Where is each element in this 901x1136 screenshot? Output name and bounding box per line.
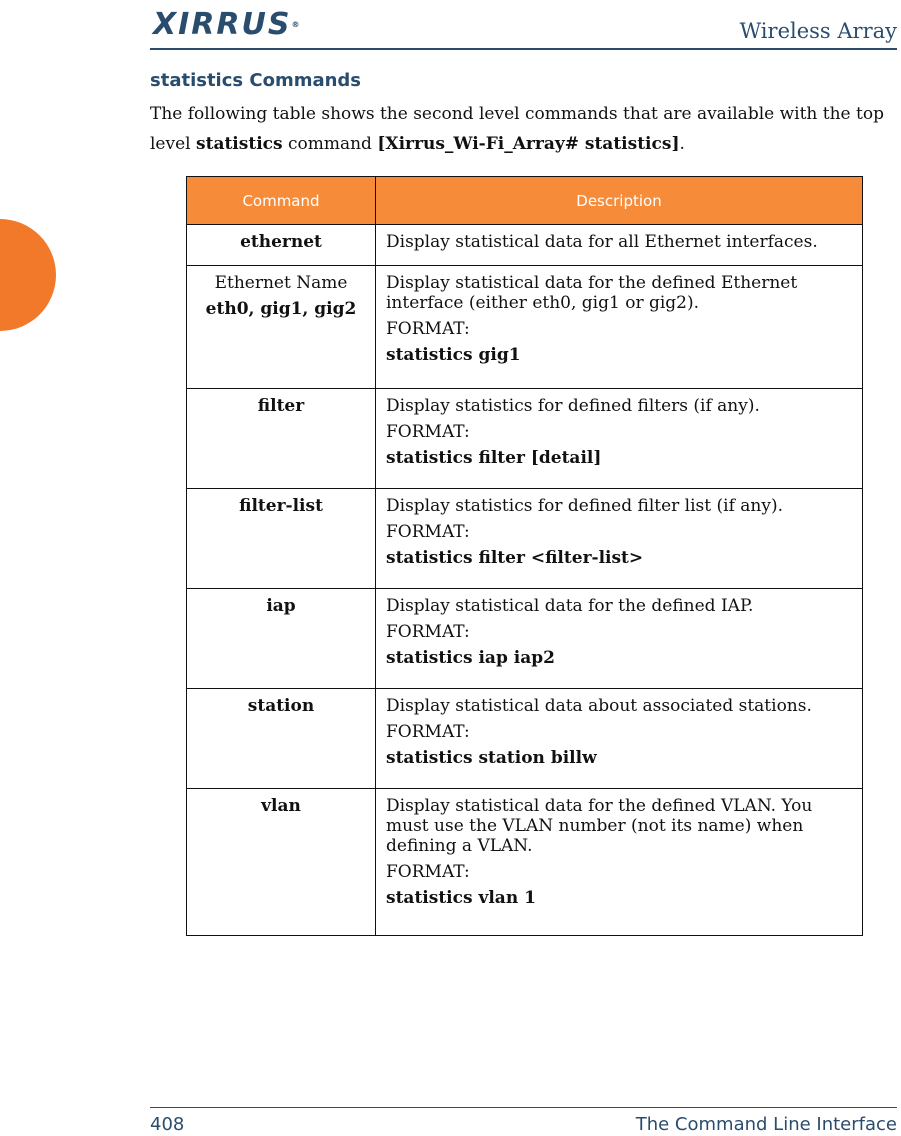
table-header-row: [187, 177, 863, 225]
table-row: [187, 589, 863, 689]
table-row: [187, 225, 863, 266]
page-header-title: Wireless Array: [739, 19, 897, 43]
description-text: Display statistical data for the defined VLAN. You must use the VLAN number (not its name) when defining a VLAN.: [386, 796, 813, 856]
description-cell: [376, 489, 863, 589]
format-value: statistics station billw: [386, 748, 597, 768]
table-row: [187, 489, 863, 589]
format-label: FORMAT:: [386, 622, 470, 642]
command-table: [186, 176, 863, 936]
description-cell: [376, 689, 863, 789]
chapter-title: The Command Line Interface: [635, 1114, 897, 1135]
command-cell: filter: [187, 389, 376, 489]
format-label: FORMAT:: [386, 522, 470, 542]
command-cell: [187, 266, 376, 389]
section-heading: statistics Commands: [150, 70, 362, 91]
table-row: [187, 789, 863, 936]
format-label: FORMAT:: [386, 319, 470, 339]
description-cell: [376, 266, 863, 389]
description-text: Display statistics for defined filters (if any).: [386, 396, 760, 416]
command-cell: vlan: [187, 789, 376, 936]
description-cell: [376, 589, 863, 689]
column-header-command: Command: [187, 177, 376, 225]
format-value: statistics iap iap2: [386, 648, 555, 668]
description-text: Display statistical data for all Ethernet interfaces.: [386, 232, 818, 252]
format-label: FORMAT:: [386, 862, 470, 882]
page-number: 408: [150, 1114, 185, 1135]
table-row: [187, 266, 863, 389]
command-interfaces: eth0, gig1, gig2: [205, 299, 357, 319]
command-name: Ethernet Name: [214, 273, 348, 293]
description-cell: [376, 389, 863, 489]
format-value: statistics filter [detail]: [386, 448, 602, 468]
description-text: Display statistics for defined filter list (if any).: [386, 496, 784, 516]
format-value: statistics gig1: [386, 345, 521, 365]
chapter-tab-marker: [0, 219, 56, 331]
intro-paragraph: The following table shows the second level commands that are available with the top level statistics command [Xirrus_Wi-Fi_Array# statistics].: [150, 104, 884, 154]
format-value: statistics vlan 1: [386, 888, 536, 908]
format-value: statistics filter <filter-list>: [386, 548, 644, 568]
command-cell: station: [187, 689, 376, 789]
format-label: FORMAT:: [386, 422, 470, 442]
command-cell: ethernet: [187, 225, 376, 266]
command-cell: iap: [187, 589, 376, 689]
table-row: [187, 389, 863, 489]
description-cell: [376, 789, 863, 936]
description-text: Display statistical data for the defined Ethernet interface (either eth0, gig1 or gig2).: [386, 273, 798, 313]
footer-divider: [150, 1107, 897, 1108]
xirrus-logo: XIRRUS®: [153, 7, 302, 42]
description-text: Display statistical data about associated stations.: [386, 696, 812, 716]
description-text: Display statistical data for the defined IAP.: [386, 596, 754, 616]
table-row: [187, 689, 863, 789]
format-label: FORMAT:: [386, 722, 470, 742]
header-divider: [150, 48, 897, 50]
column-header-description: Description: [376, 177, 863, 225]
command-cell: filter-list: [187, 489, 376, 589]
description-cell: [376, 225, 863, 266]
